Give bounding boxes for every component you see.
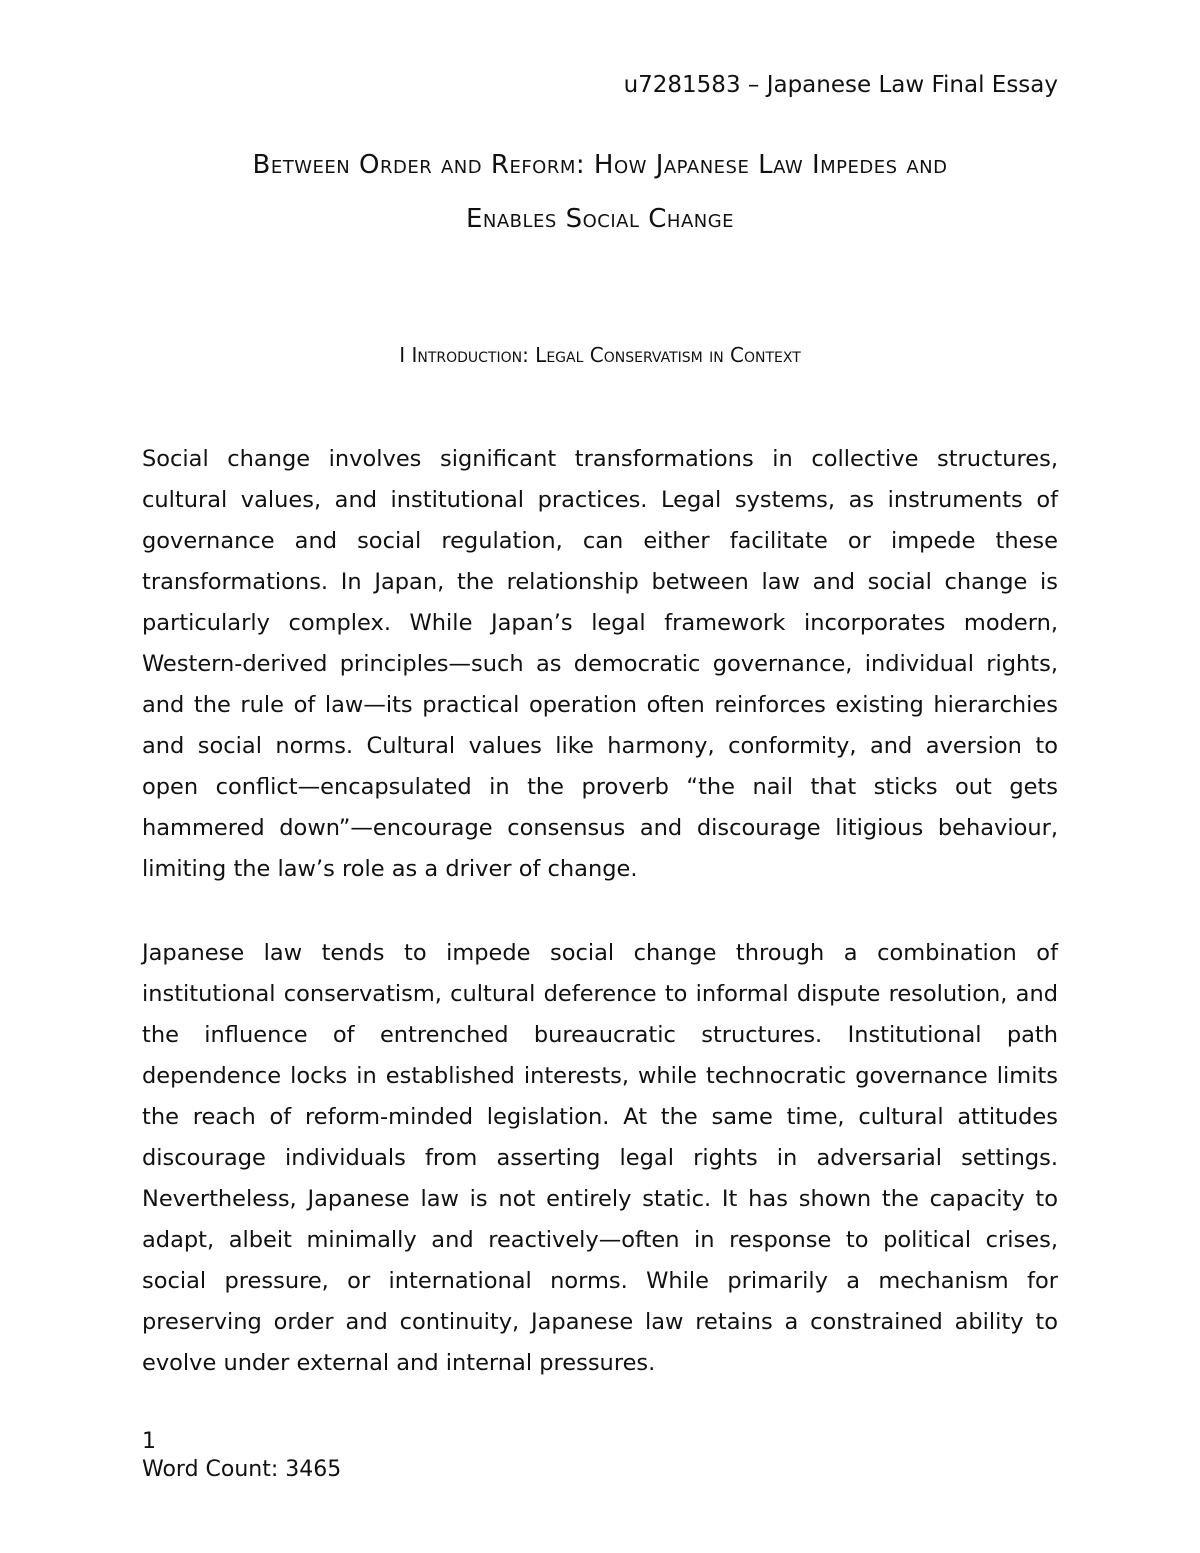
essay-title-line-1: Between Order and Reform: How Japanese Law Impedes and [252,150,948,180]
running-header: u7281583 – Japanese Law Final Essay [623,72,1058,98]
body-paragraph-2: Japanese law tends to impede social change through a combination of institutional conservatism, cultural deference to informal dispute resolution, and the influence of entrenched bureaucratic structures. Institutional path dependence locks in established interests, while technocratic governance limits the reach of reform-minded legislation. At the same time, cultural attitudes discourage individuals from asserting legal rights in adversarial settings. Nevertheless, Japanese law is not entirely static. It has shown the capacity to adapt, albeit minimally and reactively—often in response to political crises, social pressure, or international norms. While primarily a mechanism for preserving order and continuity, Japanese law retains a constrained ability to evolve under external and internal pressures. [142,939,1058,1376]
essay-title-line-2: Enables Social Change [465,204,735,234]
body-paragraph-1: Social change involves significant transformations in collective structures, cultural values, and institutional practices. Legal systems, as instruments of governance and social regulation, can either facilitate or impede these transformations. In Japan, the relationship between law and social change is particularly complex. While Japan’s legal framework incorporates modern, Western-derived principles—such as democratic governance, individual rights, and the rule of law—its practical operation often reinforces existing hierarchies and social norms. Cultural values like harmony, conformity, and aversion to open conflict—encapsulated in the proverb “the nail that sticks out gets hammered down”—encourage consensus and discourage litigious behaviour, limiting the law’s role as a driver of change. [142,445,1058,882]
section-heading: I Introduction: Legal Conservatism in Context [399,343,801,367]
page-footer [142,1428,341,1484]
word-count: Word Count: 3465 [142,1457,342,1482]
essay-title [142,138,1058,246]
page-number: 1 [142,1429,156,1454]
